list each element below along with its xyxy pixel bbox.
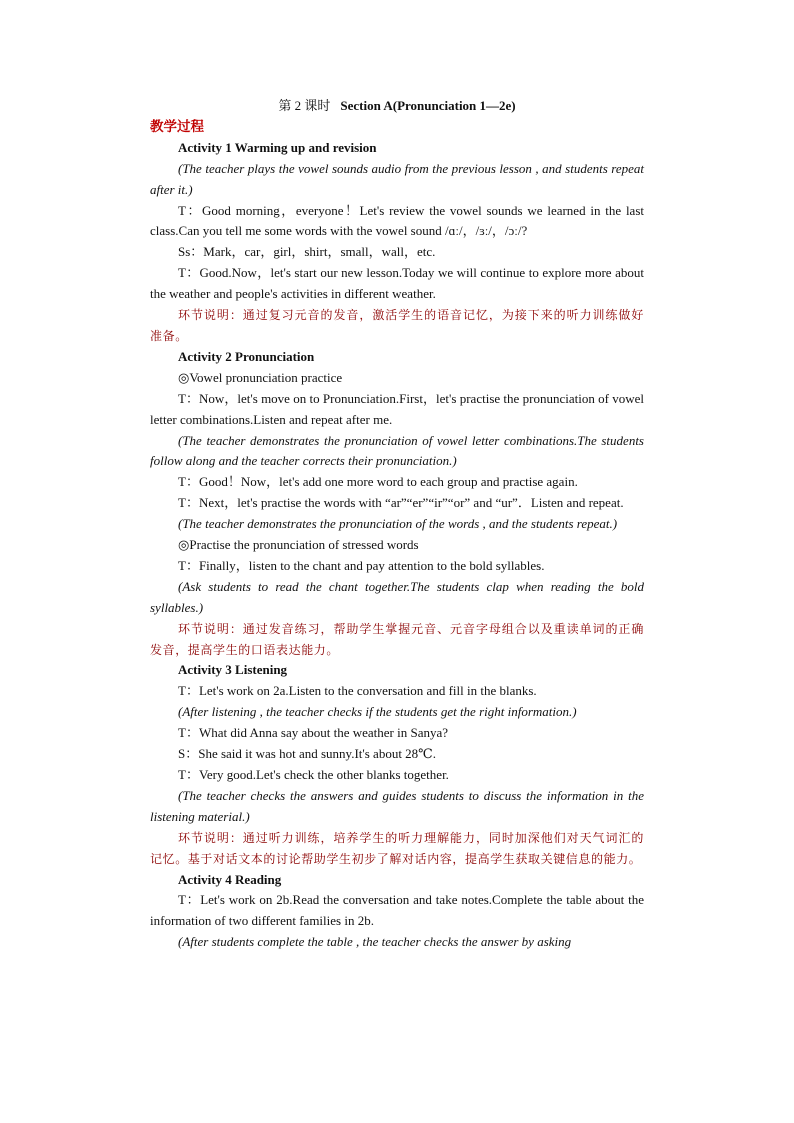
activity-2-teacher-line-2: T：Good！Now，let's add one more word to each group and practise again.	[178, 474, 578, 490]
note-label: 环节说明：	[178, 621, 243, 636]
activity-2-teacher-line-1: T：Now，let's move on to Pronunciation.First，let's practise the pronunciation of vowel letter combinations.Listen and repeat after me.	[150, 390, 644, 427]
activity-1-note	[150, 305, 644, 347]
activity-1-title: Activity 1 Warming up and revision	[178, 139, 377, 155]
activity-3-teacher-line-3: T：Very good.Let's check the other blanks together.	[178, 767, 449, 782]
activity-2-instruction-2: (The teacher demonstrates the pronunciation of the words , and the students repeat.)	[178, 516, 618, 532]
activity-2-instruction-1: (The teacher demonstrates the pronunciation of vowel letter combinations.The students follow along and the teacher corrects their pronunciation.)	[150, 432, 644, 469]
activity-4-teacher-line-1: T：Let's work on 2b.Read the conversation and take notes.Complete the table about the information of two different families in 2b.	[150, 892, 644, 929]
note-text: 通过复习元音的发音，激活学生的语音记忆，为接下来的听力训练做好准备。	[150, 308, 644, 343]
activity-3-teacher-line-2: T：What did Anna say about the weather in Sanya?	[178, 725, 449, 741]
document-page	[150, 96, 644, 953]
section-title: Section A(Pronunciation 1—2e)	[340, 98, 516, 113]
activity-3-instruction-1: (After listening , the teacher checks if the students get the right information.)	[178, 704, 577, 720]
activity-2-subheading-1: ◎Vowel pronunciation practice	[178, 369, 343, 385]
note-text: 通过听力训练，培养学生的听力理解能力，同时加深他们对天气词汇的记忆。基于对话文本的讨论帮助学生初步了解对话内容，提高学生获取关键信息的能力。	[150, 830, 644, 866]
lesson-number: 第 2 课时	[278, 98, 331, 113]
activity-4-instruction-1: (After students complete the table , the teacher checks the answer by asking	[178, 934, 572, 950]
activity-2-note	[150, 619, 644, 661]
note-label: 环节说明：	[178, 830, 243, 845]
activity-1-students-line: Ss：Mark，car，girl，shirt，small，wall，etc.	[178, 244, 436, 260]
activity-2-teacher-line-3: T：Next，let's practise the words with “ar”“er”“ir”“or” and “ur”．Listen and repeat.	[178, 495, 624, 511]
teaching-process-heading: 教学过程	[150, 118, 204, 134]
activity-3-instruction-2: (The teacher checks the answers and guides students to discuss the information in the listening material.)	[150, 787, 644, 824]
activity-3-student-line: S：She said it was hot and sunny.It's about 28℃.	[178, 746, 436, 762]
note-text: 通过发音练习，帮助学生掌握元音、元音字母组合以及重读单词的正确发音，提高学生的口语表达能力。	[150, 621, 644, 657]
activity-4-title: Activity 4 Reading	[178, 871, 282, 887]
activity-2-instruction-3: (Ask students to read the chant together.The students clap when reading the bold syllables.)	[150, 578, 644, 615]
note-label: 环节说明：	[178, 308, 243, 323]
activity-3-title: Activity 3 Listening	[178, 662, 288, 678]
activity-1-teacher-line-1: T：Good morning，everyone！Let's review the vowel sounds we learned in the last class.Can you tell me some words with the vowel sound /ɑː/，/ɜː/，/ɔː/?	[150, 202, 644, 239]
page-title	[150, 96, 644, 117]
activity-2-subheading-2: ◎Practise the pronunciation of stressed words	[178, 537, 419, 553]
activity-1-teacher-line-2: T：Good.Now，let's start our new lesson.Today we will continue to explore more about the weather and people's activities in different weather.	[150, 265, 644, 302]
activity-3-teacher-line-1: T：Let's work on 2a.Listen to the conversation and fill in the blanks.	[178, 683, 537, 699]
activity-1-instruction: (The teacher plays the vowel sounds audio from the previous lesson , and students repeat after it.)	[150, 160, 644, 197]
activity-3-note	[150, 828, 644, 870]
activity-2-teacher-line-4: T：Finally，listen to the chant and pay attention to the bold syllables.	[178, 557, 545, 573]
activity-2-title: Activity 2 Pronunciation	[178, 348, 315, 364]
